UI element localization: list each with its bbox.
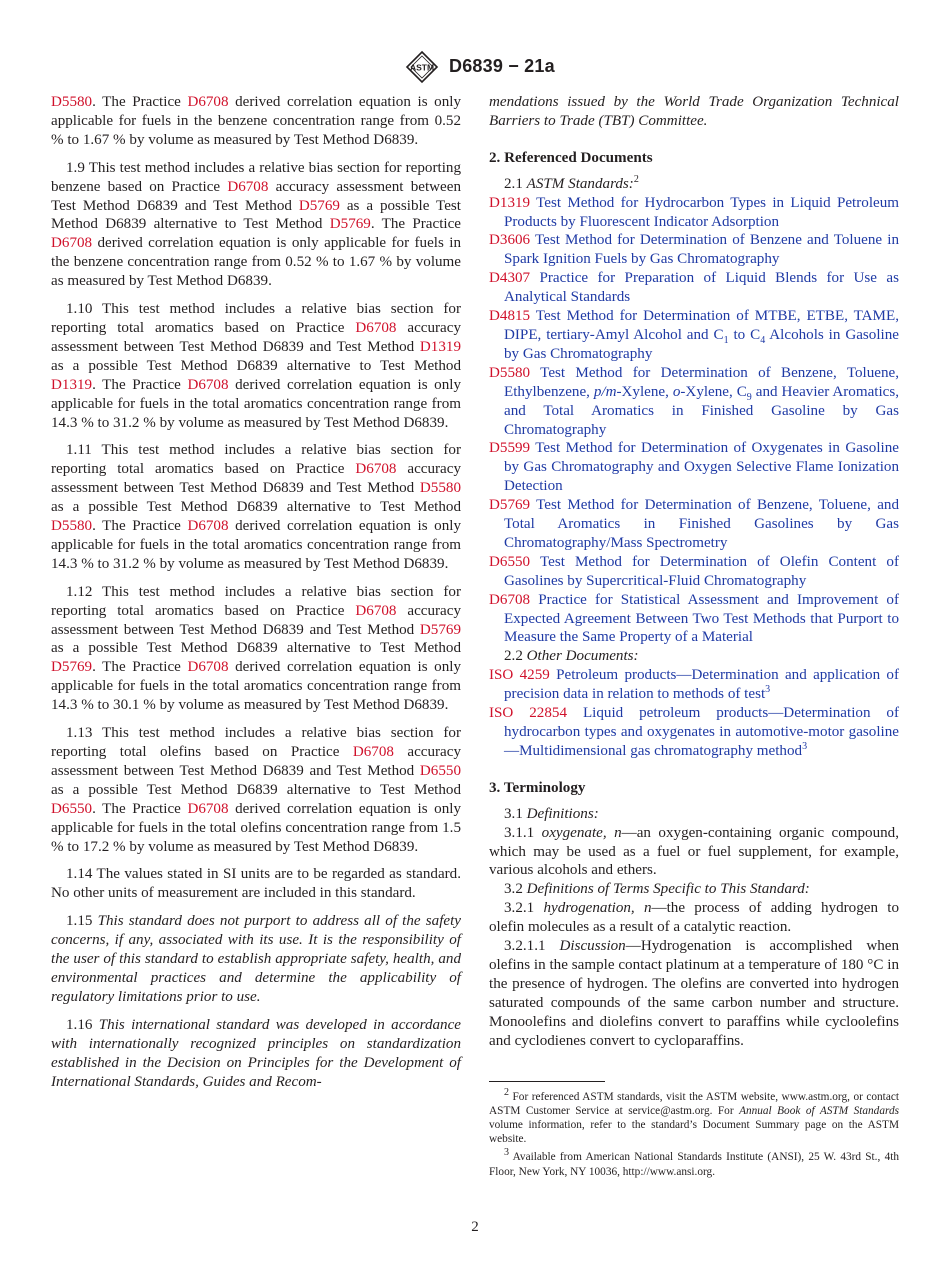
ref-code[interactable]: ISO 4259 xyxy=(489,667,550,684)
ref-code[interactable]: D4815 xyxy=(489,308,531,325)
reference-entry[interactable]: D5580 Test Method for Determination of Benzene, Toluene, Ethylbenzene, p/m-Xylene, o-Xylene, $C_9$ and Heavier Aromatics, and Total Aromatics in Finished Gasoline by Gas Chromatography xyxy=(489,364,899,438)
ref-code[interactable]: D6708 xyxy=(489,591,531,608)
reference-entry[interactable]: ISO 4259 Petroleum products—Determination and application of precision data in relation to methods of test$^3$ xyxy=(489,667,899,703)
ref-code[interactable]: ISO 22854 xyxy=(489,705,567,722)
ref-link[interactable]: D6708 xyxy=(51,235,93,252)
ref-link[interactable]: D6708 xyxy=(355,602,397,619)
discussion-hydrogenation: 3.2.1.1 Discussion—Hydrogenation is accomplished when olefins in the sample contact platinum at a temperature of 180 °C in the presence of hydrogen. The olefins are converted into hydrogen saturated compounds of the same carbon number and structure. Monoolefins and diolefins convert to paraffins while cycloolefins and cyclodienes convert to cycloparaffins. xyxy=(489,938,900,1049)
section-heading-terminology: 3. Terminology xyxy=(489,779,586,796)
astm-logo-icon xyxy=(404,50,440,84)
definition-oxygenate: 3.1.1 oxygenate, n—an oxygen-containing organic compound, which may be used as a fuel or fuel supplement, for example, various alcohols and ethers. xyxy=(489,824,899,879)
ref-link[interactable]: D5580 xyxy=(51,94,93,110)
ref-link[interactable]: D1319 xyxy=(51,376,93,393)
reference-entry[interactable]: D6550 Test Method for Determination of Olefin Content of Gasolines by Supercritical-Fluid Chromatography xyxy=(489,553,899,589)
paragraph-1-16: 1.16 This international standard was developed in accordance with internationally recognized principles on standardization established in the Decision on Principles for the Development of International Standards, Guides and Recom- xyxy=(51,1016,462,1090)
reference-entry[interactable]: D5599 Test Method for Determination of Oxygenates in Gasoline by Gas Chromatography and Oxygen Selective Flame Ionization Detection xyxy=(489,440,899,495)
paragraph-1-9: 1.9 This test method includes a relative bias section for reporting benzene based on Practice D6708 accuracy assessment between Test Method D6839 and Test Method D5769 as a possible Test Method D6839 alternative to Test Method D5769. The Practice D6708 derived correlation equation is only applicable for fuels in the benzene concentration range from 0.52 % to 1.67 % by volume as measured by Test Method D6839. xyxy=(51,159,461,290)
ref-link[interactable]: D5769 xyxy=(419,621,461,638)
section-heading-referenced-documents: 2. Referenced Documents xyxy=(489,149,653,166)
reference-entry[interactable]: D6708 Practice for Statistical Assessment and Improvement of Expected Agreement Between Two Test Methods that Purport to Measure the Same Property of a Material xyxy=(489,591,899,646)
ref-link[interactable]: D6708 xyxy=(355,461,397,478)
reference-entry[interactable]: ISO 22854 Liquid petroleum products—Determination of hydrocarbon types and oxygenates in automotive-motor gasoline—Multidimensional gas chromatography method$^3$ xyxy=(489,705,899,759)
standard-designation: D6839 − 21a xyxy=(449,56,555,76)
ref-link[interactable]: D6550 xyxy=(419,762,461,779)
ref-code[interactable]: D4307 xyxy=(489,270,531,287)
ref-code[interactable]: D6550 xyxy=(489,553,531,570)
right-column xyxy=(489,93,899,1179)
page-number: 2 xyxy=(471,1219,479,1235)
ref-code[interactable]: D5599 xyxy=(489,440,531,457)
reference-entry[interactable]: D1319 Test Method for Hydrocarbon Types in Liquid Petroleum Products by Fluorescent Indicator Adsorption xyxy=(489,194,899,230)
subsection-astm-standards: 2.1 ASTM Standards:$^2$ xyxy=(504,173,639,192)
reference-entry[interactable]: D4815 Test Method for Determination of MTBE, ETBE, TAME, DIPE, tertiary-Amyl Alcohol and $C_1$ to $C_4$ Alcohols in Gasoline by Gas Chromatography xyxy=(489,308,899,362)
paragraph-1-15: 1.15 This standard does not purport to address all of the safety concerns, if any, associated with its use. It is the responsibility of the user of this standard to establish appropriate safety, health, and environmental practices and determine the applicability of regulatory limitations prior to use. xyxy=(51,913,462,1005)
ref-code[interactable]: D5769 xyxy=(489,497,531,514)
subsection-specific-definitions: 3.2 Definitions of Terms Specific to This Standard: xyxy=(504,881,810,898)
ref-link[interactable]: D5769 xyxy=(329,216,371,233)
footnote-divider xyxy=(489,1081,605,1082)
paragraph-1-12: 1.12 This test method includes a relative bias section for reporting total aromatics based on Practice D6708 accuracy assessment between Test Method D6839 and Test Method D5769 as a possible Test Method D6839 alternative to Test Method D5769. The Practice D6708 derived correlation equation is only applicable for fuels in the total aromatics concentration range from 14.3 % to 30.1 % by volume as measured by Test Method D6839. xyxy=(51,583,461,714)
reference-entry[interactable]: D5769 Test Method for Determination of Benzene, Toluene, and Total Aromatics in Finished Gasolines by Gas Chromatography/Mass Spectrometry xyxy=(489,497,899,551)
definition-hydrogenation: 3.2.1 hydrogenation, n—the process of adding hydrogen to olefin molecules as a result of a catalytic reaction. xyxy=(489,900,899,936)
paragraph-1-16-continued: mendations issued by the World Trade Organization Technical Barriers to Trade (TBT) Committee. xyxy=(489,94,899,129)
ref-link[interactable]: D6708 xyxy=(355,319,397,336)
ref-link[interactable]: D6550 xyxy=(51,800,93,817)
footnotes xyxy=(489,1081,899,1179)
paragraph-1-8-continued: D5580. The Practice D6708 derived correlation equation is only applicable for fuels in the benzene concentration range from 0.52 % to 1.67 % by volume as measured by Test Method D6839. xyxy=(51,94,461,148)
footnote-3: $^3$ Available from American National Standards Institute (ANSI), 25 W. 43rd St., 4th Floor, New York, NY 10036, http://www.ansi.org. xyxy=(489,1147,899,1178)
ref-link[interactable]: D6708 xyxy=(187,376,229,393)
ref-code[interactable]: D5580 xyxy=(489,364,531,381)
subsection-other-documents: 2.2 Other Documents: xyxy=(504,648,639,665)
paragraph-1-13: 1.13 This test method includes a relative bias section for reporting total olefins based on Practice D6708 accuracy assessment between Test Method D6839 and Test Method D6550 as a possible Test Method D6839 alternative to Test Method D6550. The Practice D6708 derived correlation equation is only applicable for fuels in the total olefins concentration range from 1.5 % to 17.2 % by volume as measured by Test Method D6839. xyxy=(51,725,461,855)
ref-link[interactable]: D5769 xyxy=(51,659,93,676)
ref-link[interactable]: D6708 xyxy=(352,744,394,760)
subsection-definitions: 3.1 Definitions: xyxy=(504,805,599,822)
ref-link[interactable]: D5580 xyxy=(51,518,93,535)
ref-link[interactable]: D6708 xyxy=(227,178,269,195)
left-column xyxy=(51,93,461,1091)
footnote-2: $^2$ For referenced ASTM standards, visit the ASTM website, www.astm.org, or contact ASTM Customer Service at service@astm.org. For Annual Book of ASTM Standards volume information, refer to the standard’s Document Summary page on the ASTM website. xyxy=(489,1086,899,1146)
paragraph-1-11: 1.11 This test method includes a relative bias section for reporting total aromatics based on Practice D6708 accuracy assessment between Test Method D6839 and Test Method D5580 as a possible Test Method D6839 alternative to Test Method D5580. The Practice D6708 derived correlation equation is only applicable for fuels in the total aromatics concentration range from 14.3 % to 31.2 % by volume as measured by Test Method D6839. xyxy=(51,442,461,572)
ref-link[interactable]: D5580 xyxy=(419,480,461,497)
paragraph-1-10: 1.10 This test method includes a relative bias section for reporting total aromatics based on Practice D6708 accuracy assessment between Test Method D6839 and Test Method D1319 as a possible Test Method D6839 alternative to Test Method D1319. The Practice D6708 derived correlation equation is only applicable for fuels in the total aromatics concentration range from 14.3 % to 31.2 % by volume as measured by Test Method D6839. xyxy=(51,301,461,431)
ref-code[interactable]: D3606 xyxy=(489,232,531,249)
ref-link[interactable]: D6708 xyxy=(187,800,229,817)
ref-link[interactable]: D6708 xyxy=(187,659,229,676)
ref-link[interactable]: D6708 xyxy=(187,518,229,535)
page-header xyxy=(0,48,950,88)
ref-link[interactable]: D5769 xyxy=(298,197,340,214)
reference-entry[interactable]: D4307 Practice for Preparation of Liquid Blends for Use as Analytical Standards xyxy=(489,270,899,306)
ref-code[interactable]: D1319 xyxy=(489,194,531,211)
svg-text:ASTM: ASTM xyxy=(409,62,435,73)
ref-link[interactable]: D1319 xyxy=(419,338,461,355)
paragraph-1-14: 1.14 The values stated in SI units are to be regarded as standard. No other units of measurement are included in this standard. xyxy=(51,866,461,902)
reference-entry[interactable]: D3606 Test Method for Determination of Benzene and Toluene in Spark Ignition Fuels by Gas Chromatography xyxy=(489,232,899,268)
ref-link[interactable]: D6708 xyxy=(187,94,229,110)
